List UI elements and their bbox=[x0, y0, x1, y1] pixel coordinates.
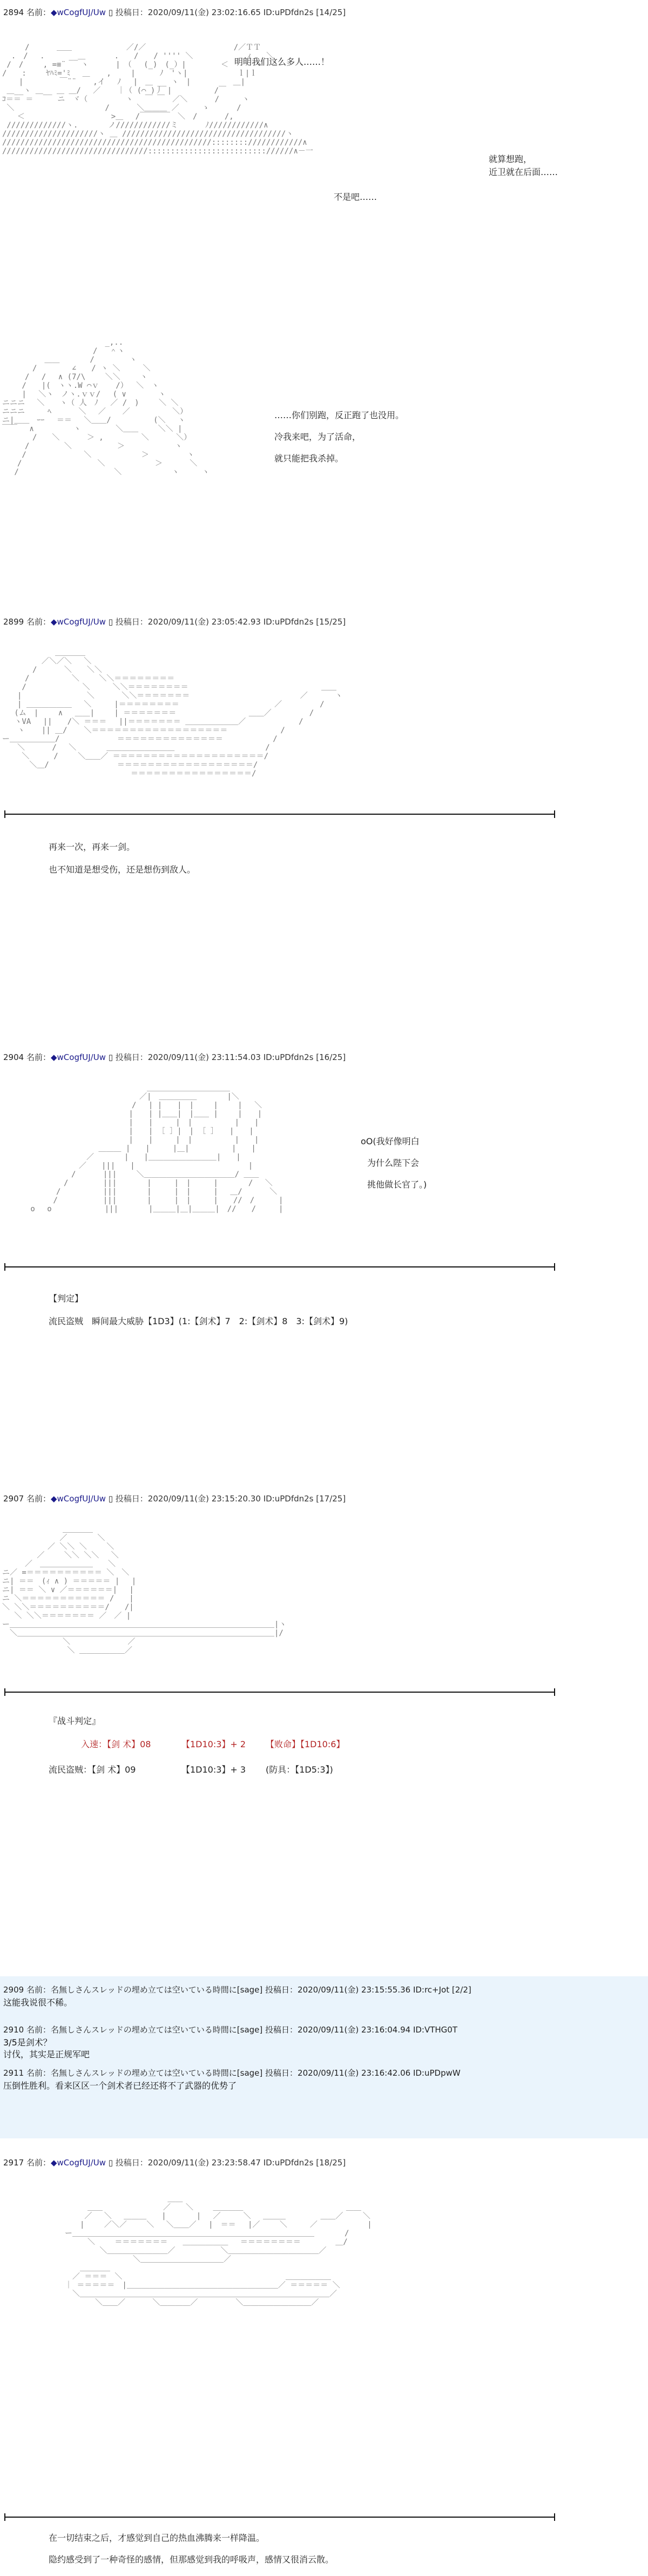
author-trip[interactable]: ◆wCogfUJ/Uw bbox=[50, 1494, 106, 1504]
post-date: 投稿日：2020/09/11(金) 23:15:20.30 ID:uPDfdn2s [17/25] bbox=[115, 1494, 346, 1504]
reply-header: 2910 名前：名無しさんスレッドの埋め立ては空いている時間に[sage] 投稿日：2020/09/11(金) 23:16:04.94 ID:VTHG0T bbox=[3, 2025, 458, 2035]
narration-line: 也不知道是想受伤，还是想伤到敌人。 bbox=[49, 864, 196, 875]
post-number: 2899 bbox=[3, 617, 24, 627]
dialogue-line: 为什么陛下会 bbox=[367, 1158, 420, 1168]
battle-title: 『战斗判定』 bbox=[49, 1716, 101, 1726]
post-header bbox=[3, 6, 346, 18]
post-mark: ▯ bbox=[108, 1052, 113, 1062]
reply-body: 3/5是剑术？ bbox=[3, 2037, 52, 2048]
dialogue-line: 明明我们这么多人……！ bbox=[234, 57, 330, 67]
judgement-line: 流民盗贼 瞬间最大威胁【1D3】(1:【剑术】7 2:【剑术】8 3:【剑术】9) bbox=[49, 1316, 348, 1326]
author-trip[interactable]: ◆wCogfUJ/Uw bbox=[50, 2158, 106, 2168]
post-date: 投稿日：2020/09/11(金) 23:02:16.65 ID:uPDfdn2s [14/25] bbox=[115, 8, 346, 17]
name-label: 名前： bbox=[26, 2158, 51, 2168]
ascii-art-swordsman: ＿＿＿＿ ／ ＼ ／ ＼＼ ＼ ＼ ／ ＼＼ ＼＼ ＼ ／ ＿＿＿＿＿＿＿ ＼ ニ／ =＝＝＝＝＝＝＝＝＝＝ ＼ ＼ ニ| ＝＝ (ｨ ∧ ) ＝＝＝＝＝ | | ニ| ＝＝ ＼ ∨ ／＝＝＝＝＝＝| | ニ ＼＝＝＝＝＝＝＝＝＝＝＝ / | ＼ ＼＼＝＝＝＝＝＝＝＝＝＝/ /| ＼ ＼＼＝＝＝＝＝＝＝ ／ ／ | ー＿＿＿＿＿＿＿＿＿＿＿＿＿＿＿＿＿＿＿＿＿＿＿＿＿＿＿＿＿＿＿＿＿＿＿|ヽ ＼＿＿＿＿＿＿＿＿＿＿＿＿＿＿＿＿＿＿＿＿＿＿＿＿＿＿＿＿＿＿＿＿＿＿|/ ＼ ／ ＼ ＿＿＿＿＿＿／ bbox=[2, 1525, 287, 1655]
post-date: 投稿日：2020/09/11(金) 23:05:42.93 ID:uPDfdn2s [15/25] bbox=[115, 617, 346, 627]
reply-header: 2911 名前：名無しさんスレッドの埋め立ては空いている時間に[sage] 投稿日：2020/09/11(金) 23:16:42.06 ID:uPDpwW bbox=[3, 2068, 461, 2078]
dialogue-line: oO(我好像明白 bbox=[361, 1136, 420, 1146]
combatant-roll: 【1D10:3】+ 2 bbox=[181, 1739, 246, 1749]
author-trip[interactable]: ◆wCogfUJ/Uw bbox=[50, 1052, 106, 1062]
dialogue-line: 冷我来吧，为了活命， bbox=[274, 432, 361, 442]
post-number: 2917 bbox=[3, 2158, 24, 2168]
post-divider bbox=[4, 1266, 555, 1267]
name-label: 名前： bbox=[26, 617, 51, 627]
reply-body: 讨伐，其实是正规军吧 bbox=[3, 2049, 90, 2060]
reply-body: 压倒性胜利。看来区区一个剑术者已经还将不了武器的优势了 bbox=[3, 2081, 237, 2091]
post-mark: ▯ bbox=[108, 8, 113, 17]
combatant-roll: 【1D10:3】+ 3 bbox=[181, 1765, 246, 1775]
reply-body: 这能我说很不稀。 bbox=[3, 1997, 73, 2008]
post-divider bbox=[4, 2517, 555, 2518]
dialogue-line: 不是吧…… bbox=[334, 192, 377, 202]
name-label: 名前： bbox=[26, 1494, 51, 1504]
post-mark: ▯ bbox=[108, 2158, 113, 2168]
ascii-art-sword-strike: ＿＿＿＿ ／＼／＼ ＼ / ＼ ＼＼ / ＼ ＼＼＝＝＝＝＝＝＝＝ / ＼ ＼＼＝＝＝＝＝＝＝＝ ＿＿ | ＼ ＼＼＝＝＝＝＝＝＝ ／ ヽ | ＿＿＿＿＿＿ ＼ |＝＝＝＝＝＝＝＝ ／ / (ム | ∧ ＿＿| | ＝＝＝＝＝＝＝ ＿＿／ / ヽVA || /＼ ＝＝＝ ||＝＝＝＝＝＝＝ ＿＿＿＿＿＿＿／ / ヽ || ＿/ ＼＝＝＝＝＝＝＝＝＝＝＝＝＝＝＝＝＝＝ / ー＿＿＿＿＿＿/ ＝＝＝＝＝＝＝＝＝＝＝＝＝＝ / ＼ / ＼ ＿＿＿＿＿＿＿＿＿ / ＼ / ＼＿＿／ ＝＝＝＝＝＝＝＝＝＝＝＝＝＝＝＝＝＝＝＝/ ＼＿/ ＝＝＝＝＝＝＝＝＝＝＝＝＝＝＝＝＝＝/ ＝＝＝＝＝＝＝＝＝＝＝＝＝＝＝＝/ bbox=[2, 648, 343, 778]
combatant-name: 入速：【剑 术】08 bbox=[81, 1739, 151, 1749]
narration-line: 在一切结束之后，才感觉到自己的热血沸腾来一样降温。 bbox=[49, 2533, 265, 2543]
post-date: 投稿日：2020/09/11(金) 23:23:58.47 ID:uPDfdn2s [18/25] bbox=[115, 2158, 346, 2168]
narration-line: 隐约感受到了一种奇怪的感情，但那感觉到我的呼吸声，感情又很消云散。 bbox=[49, 2554, 334, 2565]
dialogue-line: 就只能把我杀掉。 bbox=[274, 453, 344, 464]
judgement-title: 【判定】 bbox=[49, 1293, 84, 1304]
dialogue-line: 就算想跑， bbox=[489, 154, 532, 164]
dialogue-line: 近卫就在后面…… bbox=[489, 167, 558, 177]
post-mark: ▯ bbox=[108, 1494, 113, 1504]
post-number: 2904 bbox=[3, 1052, 24, 1062]
post-header bbox=[3, 1493, 346, 1504]
reply-header: 2909 名前：名無しさんスレッドの埋め立ては空いている時間に[sage] 投稿日：2020/09/11(金) 23:15:55.36 ID:rc+Jot [2/2] bbox=[3, 1985, 471, 1995]
author-trip[interactable]: ◆wCogfUJ/Uw bbox=[50, 8, 106, 17]
name-label: 名前： bbox=[26, 8, 51, 17]
post-header bbox=[3, 1051, 346, 1063]
post-divider bbox=[4, 1692, 555, 1693]
post-date: 投稿日：2020/09/11(金) 23:11:54.03 ID:uPDfdn2s [16/25] bbox=[115, 1052, 346, 1062]
reply-block bbox=[0, 1976, 648, 2138]
ascii-art-crowd: / ＿＿ ／/／ /／ＴＴ . / . __＿ . / / '''' ＼ .ｨ ＼ / / , =≡¨ ヽ | （ (_) (_）| ＜ ヽ ヽ / : ﾔﾊﾐ='ﾐ ＿ , | ﾉ 'ヽ| ｌ|ｌ | ￣¨¨ ,イ ﾉ | ＿ __ ヽ | ＿| ＿__ヽ ＿__ ＿ ＿/ ／ ｜（ (⌒ )丿 | /￣ ｺ＝＝ ＝ ニ ヾ（ ヽ ￣ ￣ ／＼ / ヽ ＼ / ＼＿＿＿ ／ ゝ / ＜ >＿ /￣￣￣￣ ＼ / /, /////////////ヽ. ノ////////////ミ ﾉ////////////∧ /////////////////////ヽ ＿ ////////////////////////////////////ヽ //////////////////////////////////////////////::::::::////////////∧ ////////////////////////////////:::::::::::::::::::::::::://////∧－一 bbox=[2, 43, 313, 156]
name-label: 名前： bbox=[26, 1052, 51, 1062]
ascii-art-aftermath: ＿＿ ＿＿ ／ ＼ ＿＿＿＿ ＿＿ ／ ＼ ＿＿＿ | | ／ ＼ ＿＿＿ ＿＿／ ＼ | ／＼／ ＼ ＼＿＿／ | ＝＝ |／ ＼ ／ | ー＿＿＿＿＿＿＿＿＿＿＿＿＿＿＿＿＿＿＿＿＿＿＿＿＿＿＿＿＿＿＿＿ / ＼ ＝＝＝＝＝＝＝ ＿＿＿＿＿＿ ＝＝＝＝＝＝＝＝ ＿/ ＼＿＿＿＿＿＿＿＿／ ＼＿＿＿＿＿＿＿＿＿＿＿＿／ ＼＿＿＿＿＿＿＿＿＿＿＿／ ＿＿＿＿ ／ ＝＝＝ ＼ ＿＿＿＿＿＿ ｜ ＝＝＝＝＝ |＿＿＿＿＿＿＿＿＿＿＿＿＿＿＿＿＿＿＿＿／ ＝＝＝＝＝ ＼ ＼＿＿＿＿＿＿＿＿＿＿＿＿＿＿＿＿＿＿＿＿＿＿＿＿＿＿＿＿＿＿＿＿＿／ ＼＿＿／ ＼＿＿＿＿／ ＼＿＿＿＿＿＿＿＿＿／ bbox=[65, 2195, 372, 2307]
author-trip[interactable]: ◆wCogfUJ/Uw bbox=[50, 617, 106, 627]
post-mark: ▯ bbox=[108, 617, 113, 627]
combatant-extra: (防具：【1D5:3】) bbox=[266, 1765, 333, 1775]
post-number: 2907 bbox=[3, 1494, 24, 1504]
dialogue-line: 挑他做长官了。) bbox=[367, 1179, 427, 1190]
post-divider bbox=[4, 814, 555, 815]
dialogue-line: ……你们别跑，反正跑了也没用。 bbox=[274, 410, 404, 420]
post-header bbox=[3, 2157, 346, 2168]
post-number: 2894 bbox=[3, 8, 24, 17]
combatant-name: 流民盗贼：【剑 术】09 bbox=[49, 1765, 136, 1775]
ascii-art-soldier: _,.. / ＾ヽ ＿＿ / ヽ / ∠ / ヽ ＼ ＼ / / ∧ (7/\ ＼＼ ヽ / |( ヽヽ.W ⌒ｖ /） ＼ ヽ | ＼ヽ ノヽ.ｖｖ/ ( ∨ ヽ ニニニ ＼ ヽ（ 人 ﾉ ／ / ) ＼ ＼ ニニニ ﾍ ＼ ／ ／ ＼） ニ|＿＿ ｰｰ ＝＝ ＼＿＿/ (＼ ヽ ￣￣ ∧ ヽ ＼＿＿ ＼＼ | / ＼ ＞ , ＼ ＼） / ＼ ＞ ヽ / ＼ ＞ ヽ / ＼ ＞ ＼ / ＼ ヽ ヽ bbox=[2, 338, 210, 477]
narration-line: 再来一次，再来一剑。 bbox=[49, 842, 136, 852]
post-header bbox=[3, 616, 346, 627]
ascii-art-helmet: ＿＿＿＿＿＿＿＿＿＿＿ ／| ＿＿＿＿＿ |＼ / | | | | | | ＼ | | |＿＿| |＿＿ | | | | | | | | | | | ［ ］| | ［ ］ | | | | | | | | ＿＿＿ | | |＿| | | ／ | |＿＿＿＿＿＿＿＿＿| | ／ ||| | | / ||| ＼＿＿＿＿＿＿＿＿＿＿＿＿/ ＿＿ / ||| | | | | / ＼ / ||| | | | | ＿/ ＼ / ||| | | | | // / | o o ||| |＿＿＿|＿|＿＿＿| // / | bbox=[30, 1084, 284, 1213]
combatant-extra: 【败命】【1D10:6】 bbox=[266, 1739, 345, 1749]
